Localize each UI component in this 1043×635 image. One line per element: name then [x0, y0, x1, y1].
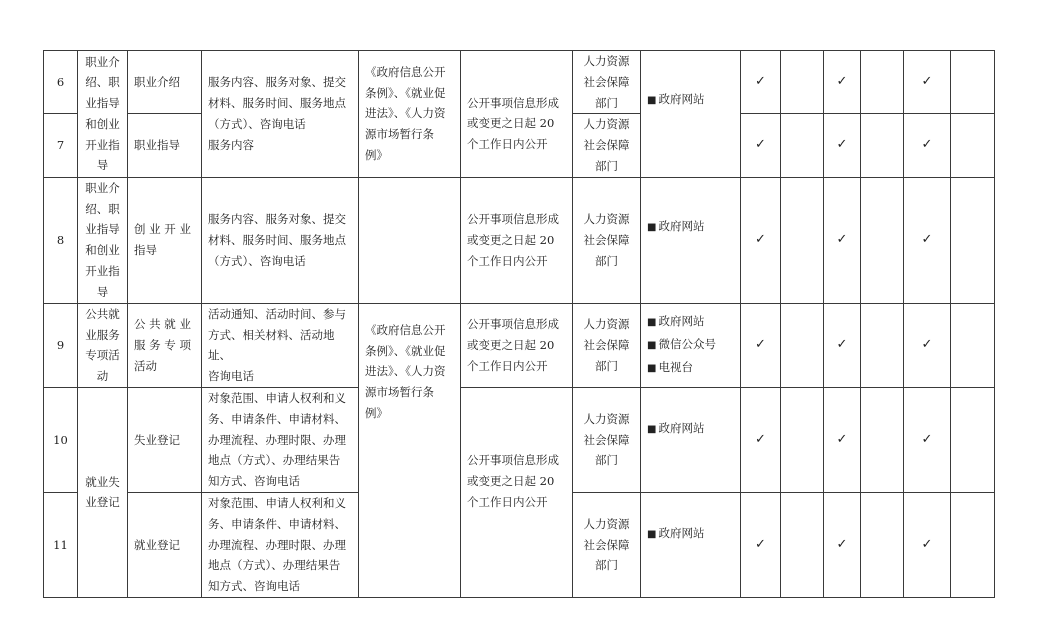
content-cell: 对象范围、申请人权利和义 务、申请条件、申请材料、 办理流程、办理时限、办理 地点（方式）、办理结果告 知方式、咨询电话: [202, 492, 359, 597]
table-row: [44, 51, 995, 114]
check-cell: ✓: [741, 114, 781, 177]
channel-item: ■ 电视台: [647, 359, 693, 374]
basis-cell: 《政府信息公开 条例》、《就业促 进法》、《人力资 源市场暂行条 例》: [359, 51, 461, 178]
channel-cell: [641, 387, 741, 492]
check-cell: [951, 51, 995, 114]
content-cell: [202, 51, 359, 178]
check-cell: [781, 177, 824, 303]
row-number: 9: [44, 303, 78, 387]
row-number: 8: [44, 177, 78, 303]
subject-cell: 人力资源 社会保障 部门: [573, 492, 641, 597]
channel-cell: [641, 177, 741, 303]
check-cell: [861, 177, 904, 303]
item-cell: 职业介绍: [128, 51, 202, 114]
check-cell: ✓: [824, 177, 861, 303]
table-row: [44, 177, 995, 303]
item-cell: 就业登记: [128, 492, 202, 597]
content-cell: 对象范围、申请人权利和义 务、申请条件、申请材料、 办理流程、办理时限、办理 地点（方式）、办理结果告 知方式、咨询电话: [202, 387, 359, 492]
disclosure-table: [43, 50, 995, 598]
channel-item: ■ 政府网站: [647, 525, 705, 540]
channel-cell: [641, 492, 741, 597]
subject-cell: 人力资源 社会保障 部门: [573, 387, 641, 492]
square-bullet-icon: ■: [647, 339, 657, 351]
check-cell: ✓: [741, 51, 781, 114]
check-cell: ✓: [904, 492, 951, 597]
channel-cell: [641, 303, 741, 387]
channel-item: ■ 政府网站: [647, 218, 705, 233]
check-cell: [861, 303, 904, 387]
check-cell: ✓: [904, 177, 951, 303]
subject-cell: 人力资源 社会保障 部门: [573, 114, 641, 177]
check-cell: [781, 114, 824, 177]
square-bullet-icon: ■: [647, 362, 657, 374]
square-bullet-icon: ■: [647, 317, 657, 329]
check-cell: [951, 114, 995, 177]
subject-cell: 人力资源 社会保障 部门: [573, 177, 641, 303]
check-cell: [861, 114, 904, 177]
row-number: 6: [44, 51, 78, 114]
square-bullet-icon: ■: [647, 95, 657, 106]
time-limit-cell: 公开事项信息形成 或变更之日起 20 个工作日内公开: [461, 177, 573, 303]
item-cell: 失业登记: [128, 387, 202, 492]
check-cell: ✓: [824, 387, 861, 492]
row-number: 7: [44, 114, 78, 177]
channel-item: ■ 政府网站: [647, 92, 705, 106]
item-cell: 公 共 就 业 服 务 专 项 活动: [128, 303, 202, 387]
channel-item: ■ 微信公众号: [647, 336, 716, 351]
item-cell: 职业指导: [128, 114, 202, 177]
basis-cell-empty: [359, 177, 461, 303]
content-cell: 服务内容、服务对象、提交 材料、服务时间、服务地点 （方式）、咨询电话: [202, 177, 359, 303]
check-cell: ✓: [824, 114, 861, 177]
category-cell: 职业介 绍、职 业指导 和创业 开业指 导: [78, 177, 128, 303]
table-row: [44, 387, 995, 492]
subject-cell: 人力资源 社会保障 部门: [573, 51, 641, 114]
subject-cell: 人力资源 社会保障 部门: [573, 303, 641, 387]
content-text: 服务内容: [208, 137, 254, 152]
check-cell: [781, 387, 824, 492]
category-cell: 就业失 业登记: [78, 387, 128, 597]
check-cell: [951, 492, 995, 597]
check-cell: ✓: [741, 387, 781, 492]
square-bullet-icon: ■: [647, 528, 657, 540]
square-bullet-icon: ■: [647, 423, 657, 435]
square-bullet-icon: ■: [647, 221, 657, 233]
channel-cell: [641, 51, 741, 178]
check-cell: ✓: [904, 114, 951, 177]
check-cell: ✓: [741, 303, 781, 387]
check-cell: ✓: [741, 177, 781, 303]
check-cell: [951, 387, 995, 492]
category-cell: 职业介 绍、职 业指导 和创业 开业指 导: [78, 51, 128, 178]
check-cell: ✓: [904, 303, 951, 387]
table-row: [44, 303, 995, 387]
check-cell: [781, 492, 824, 597]
channel-item: ■ 政府网站: [647, 420, 705, 435]
check-cell: [951, 303, 995, 387]
check-cell: [781, 51, 824, 114]
check-cell: [861, 51, 904, 114]
item-cell: 创 业 开 业 指导: [128, 177, 202, 303]
content-cell: 活动通知、活动时间、参与 方式、相关材料、活动地址、 咨询电话: [202, 303, 359, 387]
check-cell: [861, 492, 904, 597]
check-cell: [861, 387, 904, 492]
check-cell: ✓: [904, 387, 951, 492]
row-number: 11: [44, 492, 78, 597]
check-cell: ✓: [741, 492, 781, 597]
check-cell: ✓: [904, 51, 951, 114]
check-cell: [781, 303, 824, 387]
check-cell: [951, 177, 995, 303]
check-cell: ✓: [824, 303, 861, 387]
check-cell: ✓: [824, 51, 861, 114]
basis-cell: 《政府信息公开 条例》、《就业促 进法》、《人力资 源市场暂行条 例》: [359, 303, 461, 597]
row-number: 10: [44, 387, 78, 492]
content-text: 服务内容、服务对象、提交 材料、服务时间、服务地点 （方式）、咨询电话: [208, 75, 346, 131]
time-limit-cell: 公开事项信息形成 或变更之日起 20 个工作日内公开: [461, 51, 573, 178]
check-cell: ✓: [824, 492, 861, 597]
category-cell: 公共就 业服务 专项活 动: [78, 303, 128, 387]
channel-item: ■ 政府网站: [647, 314, 705, 329]
time-limit-cell: 公开事项信息形成 或变更之日起 20 个工作日内公开: [461, 303, 573, 387]
time-limit-cell: 公开事项信息形成 或变更之日起 20 个工作日内公开: [461, 387, 573, 597]
